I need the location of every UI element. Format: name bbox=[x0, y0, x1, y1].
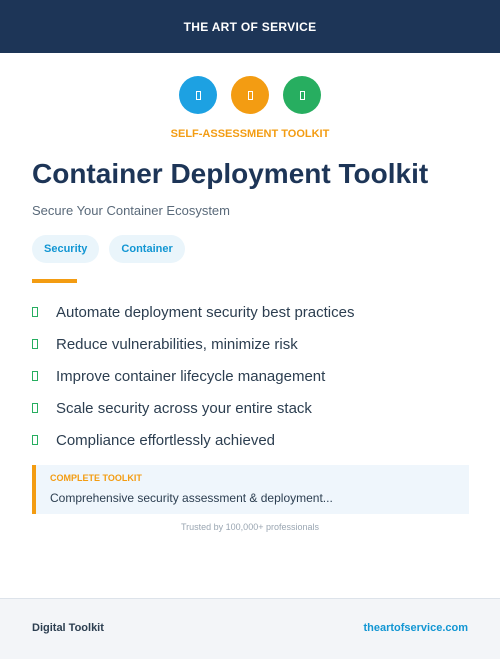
feature-text: Reduce vulnerabilities, minimize risk bbox=[56, 335, 298, 353]
feature-text: Scale security across your entire stack bbox=[56, 399, 312, 417]
callout-label: COMPLETE TOOLKIT bbox=[50, 473, 142, 483]
tag-list bbox=[32, 235, 185, 263]
feature-text: Compliance effortlessly achieved bbox=[56, 431, 276, 449]
top-banner bbox=[0, 0, 500, 53]
accent-divider bbox=[32, 279, 77, 283]
toolkit-icon-2 bbox=[231, 76, 269, 114]
brand-name: THE ART OF SERVICE bbox=[183, 19, 317, 34]
document-icon bbox=[300, 91, 305, 100]
tag-security[interactable]: Security bbox=[32, 235, 99, 263]
website-link[interactable]: theartofservice.com bbox=[363, 622, 468, 634]
toolkit-icon-1 bbox=[179, 76, 217, 114]
tag-container[interactable]: Container bbox=[109, 235, 184, 263]
check-icon bbox=[32, 307, 38, 317]
check-icon bbox=[32, 339, 38, 349]
feature-item bbox=[32, 424, 354, 456]
page-subtitle: Secure Your Container Ecosystem bbox=[32, 203, 230, 218]
document-icon bbox=[196, 91, 201, 100]
footer-label: Digital Toolkit bbox=[32, 622, 104, 634]
callout-text: Comprehensive security assessment & deployment... bbox=[50, 491, 333, 505]
check-icon bbox=[32, 435, 38, 445]
feature-text: Automate deployment security best practices bbox=[56, 303, 355, 321]
feature-item bbox=[32, 392, 354, 424]
feature-item bbox=[32, 328, 354, 360]
check-icon bbox=[32, 371, 38, 381]
document-icon bbox=[248, 91, 253, 100]
feature-list bbox=[32, 296, 354, 456]
icon-row bbox=[0, 76, 500, 114]
feature-item bbox=[32, 296, 354, 328]
complete-toolkit-callout bbox=[32, 465, 469, 514]
page-title: Container Deployment Toolkit bbox=[32, 158, 429, 189]
kicker-label: SELF-ASSESSMENT TOOLKIT bbox=[170, 128, 330, 140]
feature-text: Improve container lifecycle management bbox=[56, 367, 326, 385]
trust-note: Trusted by 100,000+ professionals bbox=[180, 522, 319, 532]
check-icon bbox=[32, 403, 38, 413]
toolkit-icon-3 bbox=[283, 76, 321, 114]
footer bbox=[0, 598, 500, 659]
feature-item bbox=[32, 360, 354, 392]
